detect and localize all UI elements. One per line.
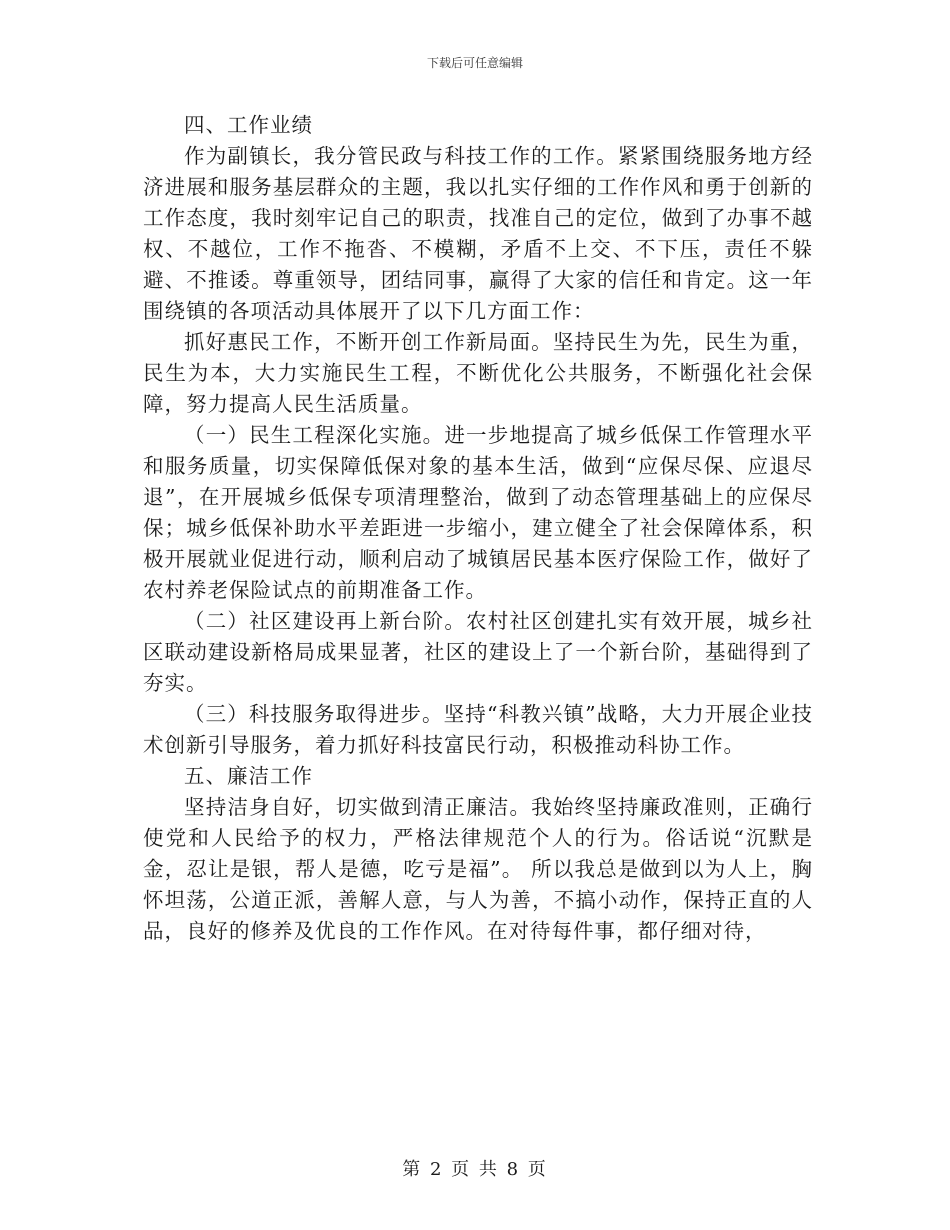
document-body <box>143 110 813 947</box>
page-number: 第 2 页 共 8 页 <box>402 1159 548 1180</box>
paragraph-livelihood-work: 抓好惠民工作，不断开创工作新局面。坚持民生为先，民生为重，民生为本，大力实施民生工程，不断优化公共服务，不断强化社会保障，努力提高人民生活质量。 <box>143 330 813 416</box>
paragraph-work-overview: 作为副镇长，我分管民政与科技工作的工作。紧紧围绕服务地方经济进展和服务基层群众的主题，我以扎实仔细的工作作风和勇于创新的工作态度，我时刻牢记自己的职责，找准自己的定位，做到了办事不越权、不越位，工作不拖沓、不模糊，矛盾不上交、不下压，责任不躲避、不推诿。尊重领导，团结同事，赢得了大家的信任和肯定。这一年围绕镇的各项活动具体展开了以下几方面工作： <box>143 144 813 323</box>
paragraph-integrity: 坚持洁身自好，切实做到清正廉洁。我始终坚持廉政准则，正确行使党和人民给予的权力，严格法律规范个人的行为。俗话说“沉默是金，忍让是银，帮人是德，吃亏是福”。 所以我总是做到以为人上，胸怀坦荡，公道正派，善解人意，与人为善，不搞小动作，保持正直的人品，良好的修养及优良的工作作风。在对待每件事，都仔细对待， <box>143 795 813 943</box>
paragraph-technology-services: （三）科技服务取得进步。坚持“科教兴镇”战略，大力开展企业技术创新引导服务，着力抓好科技富民行动，积极推动科协工作。 <box>143 702 813 757</box>
section-heading-work-achievements: 四、工作业绩 <box>184 113 313 137</box>
page-header: 下载后可任意编辑 <box>426 56 523 70</box>
paragraph-livelihood-projects: （一）民生工程深化实施。进一步地提高了城乡低保工作管理水平和服务质量，切实保障低保对象的基本生活，做到“应保尽保、应退尽退”，在开展城乡低保专项清理整治，做到了动态管理基础上的应保尽保；城乡低保补助水平差距进一步缩小，建立健全了社会保障体系，积极开展就业促进行动，顺利启动了城镇居民基本医疗保险工作，做好了农村养老保险试点的前期准备工作。 <box>143 423 813 602</box>
paragraph-community-building: （二）社区建设再上新台阶。农村社区创建扎实有效开展，城乡社区联动建设新格局成果显著，社区的建设上了一个新台阶，基础得到了夯实。 <box>143 609 813 695</box>
section-heading-integrity-work: 五、廉洁工作 <box>184 764 313 788</box>
